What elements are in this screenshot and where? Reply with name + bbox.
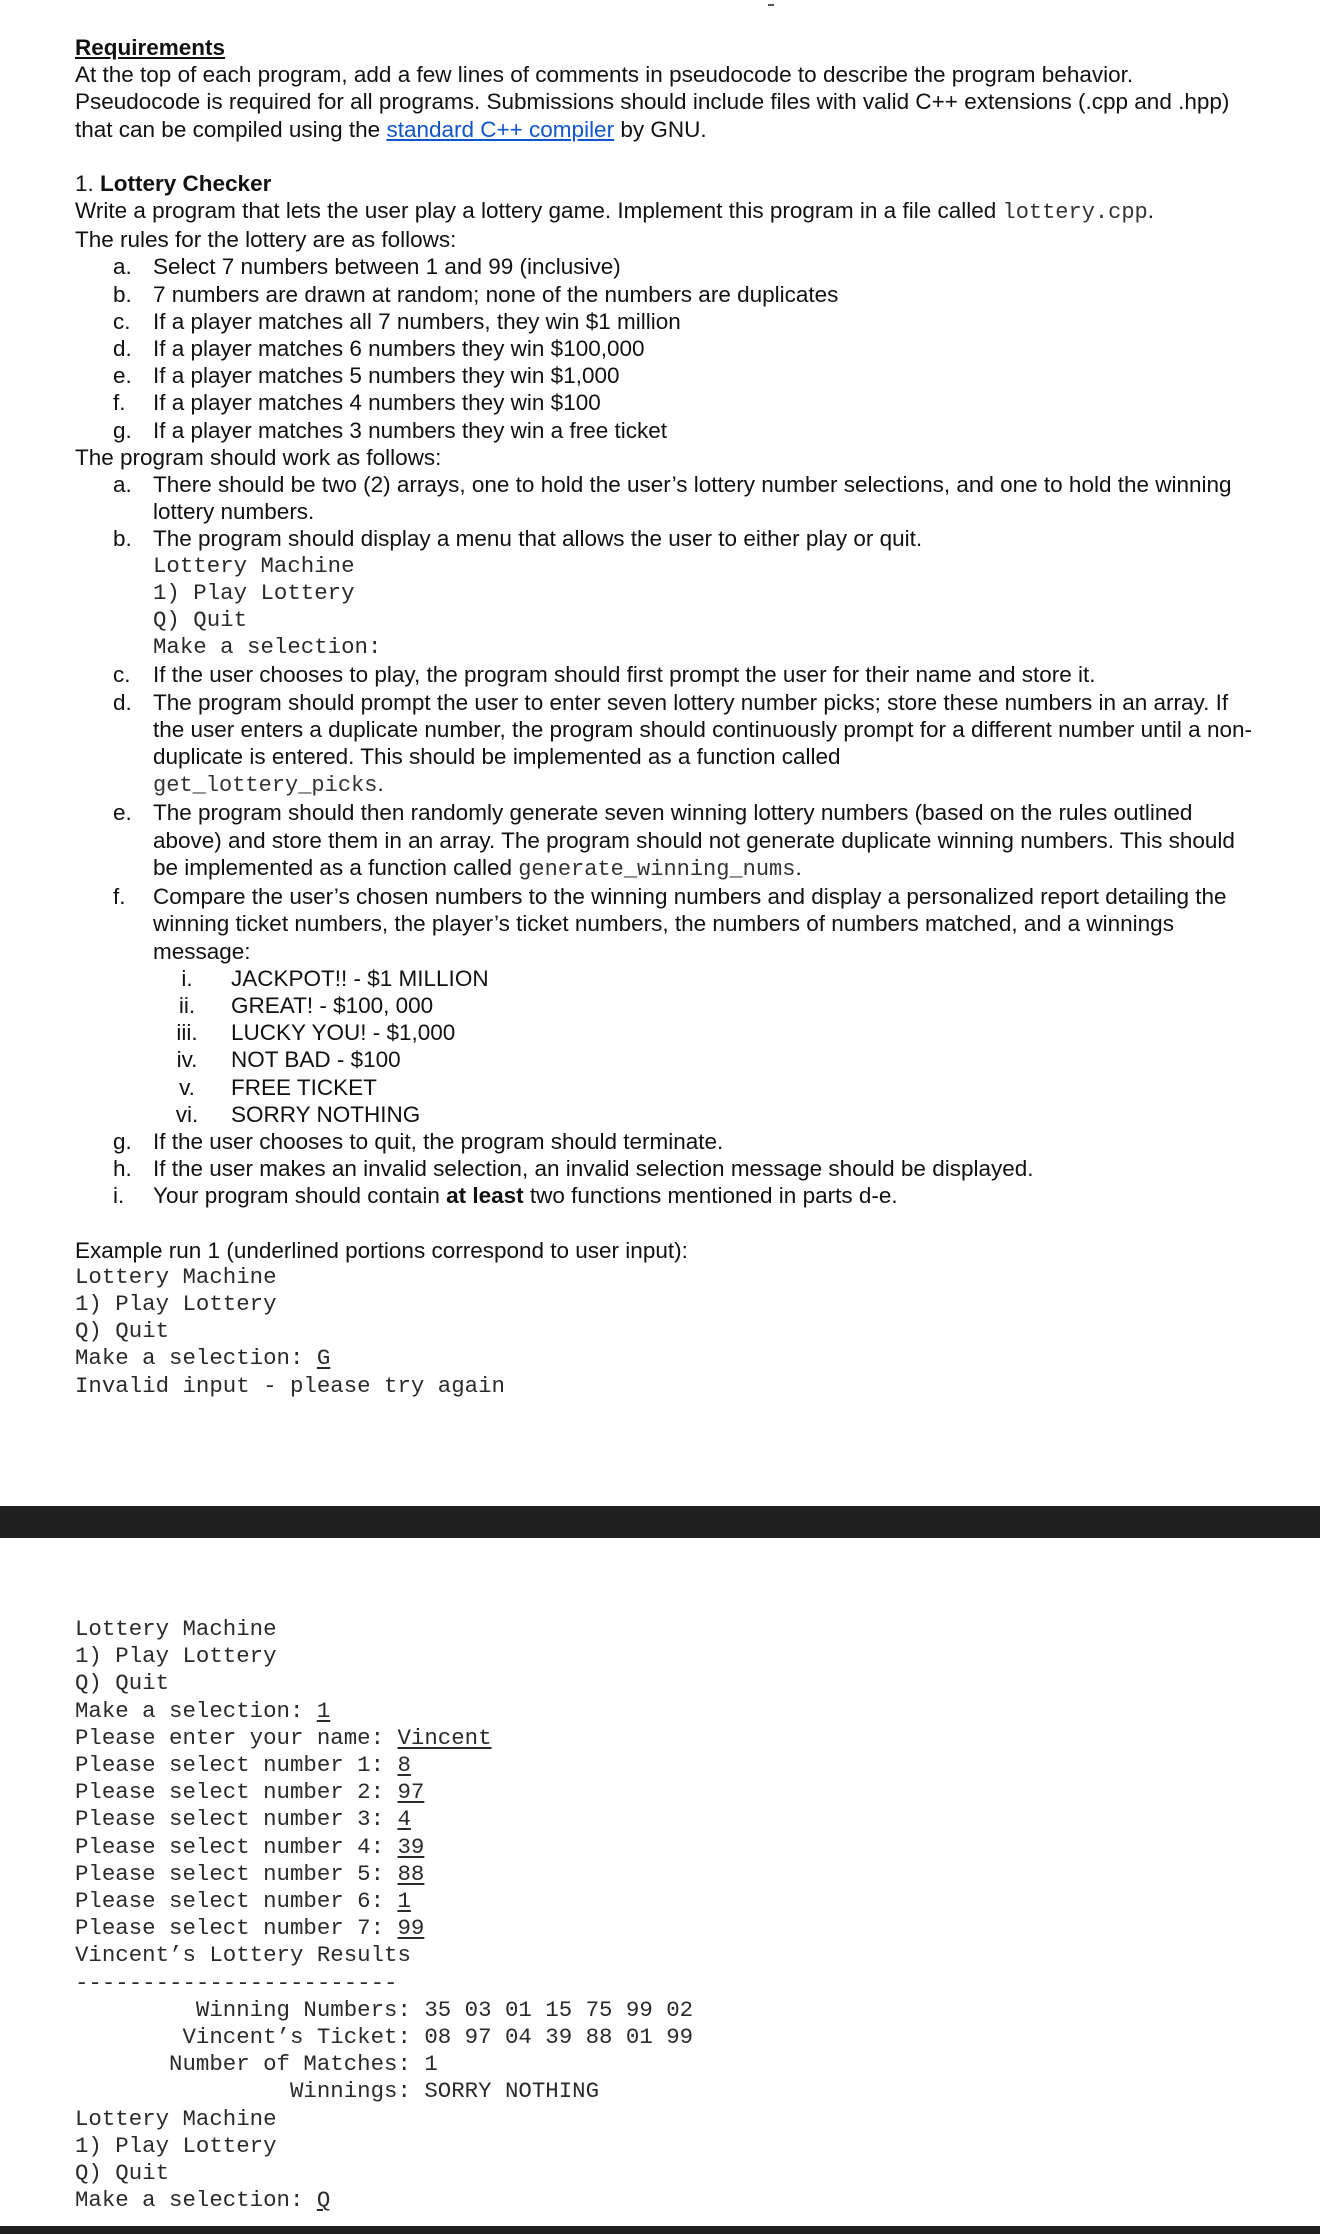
list-item-msg: i. JACKPOT!! - $1 MILLION [181,965,489,991]
top-edge-fragment [0,0,1320,8]
list-item-c: c. If the user chooses to play, the program should first prompt the user for their name and store it. [113,662,1096,688]
list-item-i: i. Your program should contain at least two functions mentioned in parts d-e. [113,1183,898,1209]
list-item-msg: iii. LUCKY YOU! - $1,000 [176,1020,456,1046]
list-item-msg: iv. NOT BAD - $100 [176,1047,401,1073]
list-item-d: d. The program should prompt the user to enter seven lottery number picks; store these numbers in an array. If the user enters a duplicate number, the program should continuously prompt for a different number until a non-duplicate is entered. This should be implemented as a function called get_lottery_picks. [113,689,1252,799]
example-run-2 [75,1616,1255,2214]
gnu-compiler-link[interactable]: standard C++ compiler [386,116,615,142]
rules-intro: The rules for the lottery are as follows: [75,227,457,253]
example-caption: Example run 1 (underlined portions correspond to user input): [75,1237,688,1263]
list-item: c. If a player matches all 7 numbers, they win $1 million [113,308,681,334]
task-title: 1. Lottery Checker [75,170,272,196]
menu-sample: Lottery Machine 1) Play Lottery Q) Quit Make a selection: [153,552,382,661]
list-item: b. 7 numbers are drawn at random; none of the numbers are duplicates [113,281,839,307]
rules-list [75,253,1255,443]
work-list [75,471,1255,1209]
list-item-msg: ii. GREAT! - $100, 000 [178,992,434,1018]
page-content [75,34,1255,1400]
list-item: g. If a player matches 3 numbers they win a free ticket [113,417,667,443]
bottom-edge-bar [0,2226,1320,2234]
list-item-f: f. Compare the user’s chosen numbers to the winning numbers and display a personalized report detailing the winning ticket numbers, the player’s ticket numbers, the numbers of numbers matched, and a winnings message: [113,884,1227,964]
requirements-intro: At the top of each program, add a few lines of comments in pseudocode to describe the program behavior. Pseudocode is required for all programs. Submissions should include files with valid C++ extensions (.cpp and .hpp) that can be compiled using the standard C++ compiler by GNU. [75,62,1230,142]
list-item-a: a. There should be two (2) arrays, one to hold the user’s lottery number selections, and one to hold the winning lottery numbers. [113,472,1232,525]
requirements-heading: Requirements [75,35,226,60]
list-item-e: e. The program should then randomly generate seven winning lottery numbers (based on the rules outlined above) and store them in an array. The program should not generate duplicate winning numbers. This should be implemented as a function called generate_winning_nums. [113,800,1235,882]
list-item: a. Select 7 numbers between 1 and 99 (inclusive) [113,254,621,280]
list-item-g: g. If the user chooses to quit, the program should terminate. [113,1128,724,1154]
list-item-b: b. The program should display a menu that allows the user to either play or quit. [113,526,923,552]
list-item: f. If a player matches 4 numbers they win $100 [113,390,601,416]
list-item-msg: v. FREE TICKET [179,1074,377,1100]
task-description: Write a program that lets the user play a lottery game. Implement this program in a file called lottery.cpp. [75,198,1154,226]
list-item: e. If a player matches 5 numbers they win $1,000 [113,363,620,389]
example-run-1: Lottery Machine 1) Play Lottery Q) Quit Make a selection: G Invalid input - please try again [75,1263,505,1399]
list-item-msg: vi. SORRY NOTHING [175,1101,421,1127]
list-item-h: h. If the user makes an invalid selection, an invalid selection message should be displayed. [113,1156,1034,1182]
work-intro: The program should work as follows: [75,444,442,470]
list-item: d. If a player matches 6 numbers they win $100,000 [113,336,645,362]
page-divider [0,1506,1320,1538]
console-output: Lottery Machine 1) Play Lottery Q) Quit Make a selection: 1 Please enter your name: Vincent Please select number 1: 8 Please select number 2: 97 Please select number 3: 4 Please select number 4: 39 Please select number 5: 88 Please select number 6: 1 Please select number 7: 99 Vincent’s Lottery Results ------------------------ Winning Numbers: 35 03 01 15 75 99 02 Vincent’s Ticket: 08 97 04 39 88 01 99 Number of Matches: 1 Winnings: SORRY NOTHING Lottery Machine 1) Play Lottery Q) Quit Make a selection: Q [75,1616,694,2214]
